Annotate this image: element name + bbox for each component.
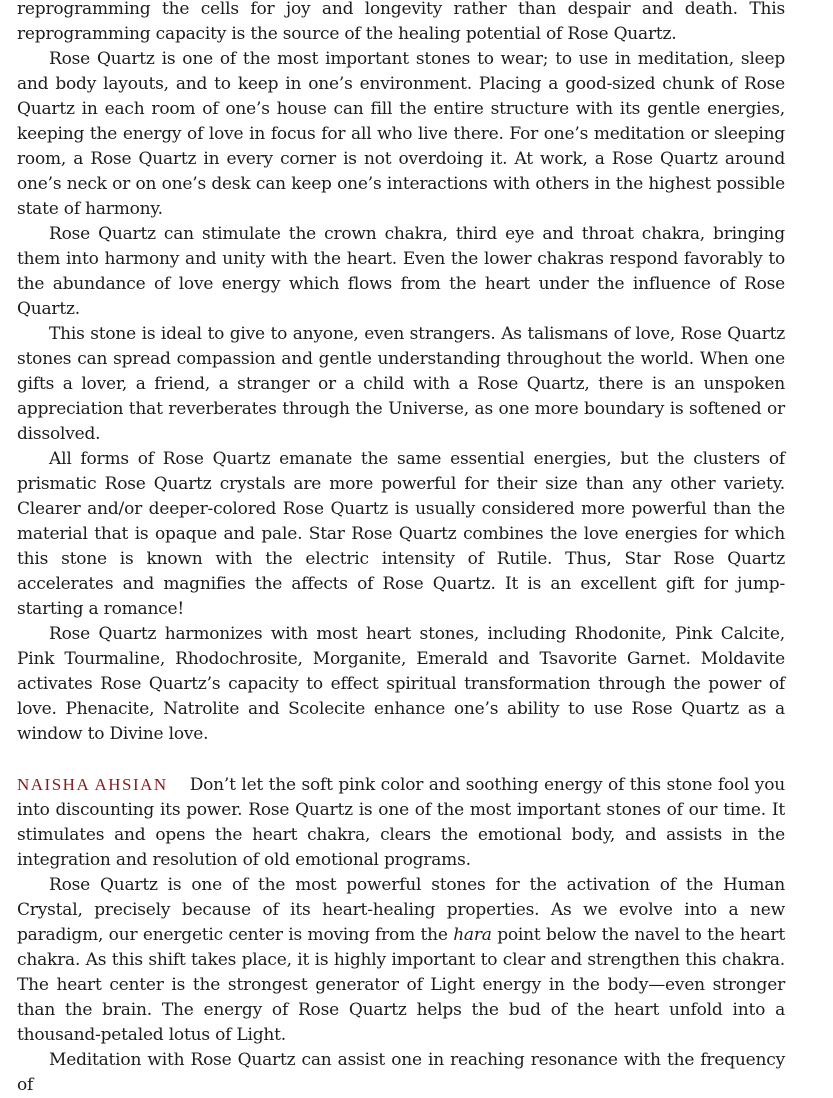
section-gap bbox=[17, 747, 785, 772]
rose-quartz-description bbox=[17, 0, 785, 747]
paragraph: Rose Quartz harmonizes with most heart stones, including Rhodonite, Pink Calcite, Pink Tourmaline, Rhodochrosite, Morganite, Emerald and Tsavorite Garnet. Moldavite activates Rose Quartz’s capacity to effect spiritual transformation through the power of love. Phenacite, Natrolite and Scolecite enhance one’s ability to use Rose Quartz as a window to Divine love. bbox=[17, 624, 785, 744]
paragraph: Rose Quartz can stimulate the crown chakra, third eye and throat chakra, bringing them into harmony and unity with the heart. Even the lower chakras respond favorably to the abundance of love energy which flows from the heart under the influence of Rose Quartz. bbox=[17, 224, 785, 319]
paragraph: reprogramming the cells for joy and longevity rather than despair and death. This reprogramming capacity is the source of the healing potential of Rose Quartz. bbox=[17, 0, 785, 44]
italic-term: hara bbox=[453, 925, 492, 945]
author-first-paragraph-text: Don’t let the soft pink color and soothing energy of this stone fool you into discounting its power. Rose Quartz is one of the most important stones of our time. It stimulates and opens the heart chakra, clears the emotional body, and assists in the integration and resolution of old emotional programs. bbox=[17, 775, 785, 870]
author-section bbox=[17, 772, 785, 1098]
paragraph-text: point below the navel to the heart chakra. As this shift takes place, it is highly important to clear and strengthen this chakra. The heart center is the strongest generator of Light energy in the body—even stronger than the brain. The energy of Rose Quartz helps the bud of the heart unfold into a thousand-petaled lotus of Light. bbox=[17, 925, 785, 1045]
book-page bbox=[17, 0, 785, 1098]
paragraph: Rose Quartz is one of the most important stones to wear; to use in meditation, sleep and body layouts, and to keep in one’s environment. Placing a good-sized chunk of Rose Quartz in each room of one’s house can fill the entire structure with its gentle energies, keeping the energy of love in focus for all who live there. For one’s meditation or sleeping room, a Rose Quartz in every corner is not overdoing it. At work, a Rose Quartz around one’s neck or on one’s desk can keep one’s interactions with others in the highest possible state of harmony. bbox=[17, 49, 785, 219]
author-second-paragraph bbox=[17, 873, 785, 1048]
paragraph: This stone is ideal to give to anyone, even strangers. As talismans of love, Rose Quartz stones can spread compassion and gentle understanding throughout the world. When one gifts a lover, a friend, a stranger or a child with a Rose Quartz, there is an unspoken appreciation that reverberates through the Universe, as one more boundary is softened or dissolved. bbox=[17, 324, 785, 444]
paragraph: All forms of Rose Quartz emanate the same essential energies, but the clusters of prismatic Rose Quartz crystals are more powerful for their size than any other variety. Clearer and/or deeper-colored Rose Quartz is usually considered more powerful than the material that is opaque and pale. Star Rose Quartz combines the love energies for which this stone is known with the electric intensity of Rutile. Thus, Star Rose Quartz accelerates and magnifies the affects of Rose Quartz. It is an excellent gift for jump-starting a romance! bbox=[17, 449, 785, 619]
author-name: NAISHA AHSIAN bbox=[17, 775, 168, 794]
author-first-paragraph bbox=[17, 772, 785, 873]
cutoff-paragraph-line: Meditation with Rose Quartz can assist one in reaching resonance with the frequency of bbox=[17, 1050, 785, 1095]
paragraph-text: Rose Quartz is one of the most powerful stones for the activation of the Human Crystal, precisely because of its heart-healing properties. As we evolve into a new paradigm, our energetic center is moving from the bbox=[17, 875, 785, 945]
